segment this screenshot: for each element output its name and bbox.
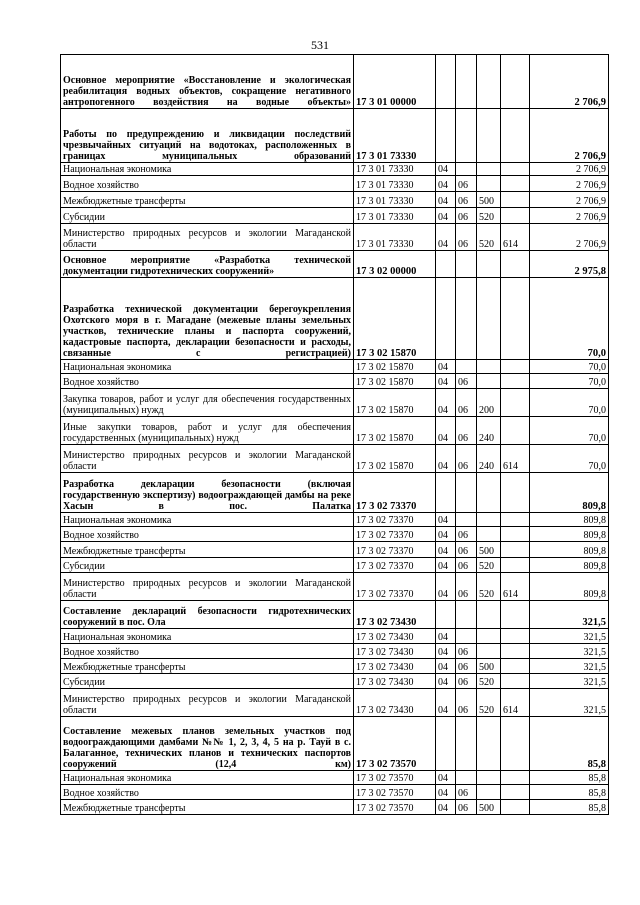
row-admin-code-cell xyxy=(501,208,530,224)
row-section-cell: 04 xyxy=(436,389,456,417)
row-target-code-cell: 17 3 02 73370 xyxy=(354,473,436,513)
table-row xyxy=(61,55,609,109)
row-expense-type-cell: 520 xyxy=(477,689,501,717)
row-subsection-cell: 06 xyxy=(456,573,477,601)
row-amount-cell: 70,0 xyxy=(530,278,609,360)
row-section-cell xyxy=(436,55,456,109)
row-subsection-cell: 06 xyxy=(456,389,477,417)
row-admin-code-cell: 614 xyxy=(501,573,530,601)
row-target-code-cell: 17 3 02 73370 xyxy=(354,527,436,542)
row-amount-cell: 85,8 xyxy=(530,771,609,785)
row-target-code-cell: 17 3 02 73430 xyxy=(354,689,436,717)
row-expense-type-cell: 520 xyxy=(477,208,501,224)
row-expense-type-cell: 500 xyxy=(477,192,501,208)
row-section-cell: 04 xyxy=(436,163,456,176)
row-admin-code-cell xyxy=(501,374,530,389)
row-target-code-cell: 17 3 02 00000 xyxy=(354,251,436,278)
row-expense-type-cell xyxy=(477,176,501,192)
row-subsection-cell: 06 xyxy=(456,674,477,689)
row-target-code-cell: 17 3 02 73430 xyxy=(354,659,436,674)
table-row xyxy=(61,601,609,629)
row-target-code-cell: 17 3 02 73370 xyxy=(354,513,436,527)
row-subsection-cell xyxy=(456,717,477,771)
row-admin-code-cell xyxy=(501,527,530,542)
row-name-cell: Иные закупки товаров, работ и услуг для обеспечения государственных (муниципальных) нужд xyxy=(61,417,354,445)
row-admin-code-cell xyxy=(501,389,530,417)
row-amount-cell: 809,8 xyxy=(530,513,609,527)
row-admin-code-cell xyxy=(501,473,530,513)
row-expense-type-cell xyxy=(477,771,501,785)
row-target-code-cell: 17 3 02 15870 xyxy=(354,445,436,473)
row-section-cell xyxy=(436,109,456,163)
row-amount-cell: 70,0 xyxy=(530,389,609,417)
row-section-cell: 04 xyxy=(436,513,456,527)
row-subsection-cell xyxy=(456,163,477,176)
row-expense-type-cell xyxy=(477,629,501,644)
row-amount-cell: 321,5 xyxy=(530,629,609,644)
row-name-cell: Министерство природных ресурсов и экологии Магаданской области xyxy=(61,573,354,601)
row-amount-cell: 2 706,9 xyxy=(530,109,609,163)
row-expense-type-cell: 520 xyxy=(477,674,501,689)
table-row xyxy=(61,674,609,689)
row-expense-type-cell xyxy=(477,601,501,629)
table-row xyxy=(61,208,609,224)
row-section-cell: 04 xyxy=(436,542,456,558)
row-amount-cell: 809,8 xyxy=(530,573,609,601)
row-name-cell: Национальная экономика xyxy=(61,513,354,527)
row-name-cell: Закупка товаров, работ и услуг для обеспечения государственных (муниципальных) нужд xyxy=(61,389,354,417)
row-expense-type-cell xyxy=(477,163,501,176)
row-admin-code-cell xyxy=(501,542,530,558)
row-admin-code-cell xyxy=(501,192,530,208)
row-section-cell: 04 xyxy=(436,785,456,800)
row-admin-code-cell xyxy=(501,360,530,374)
table-row xyxy=(61,109,609,163)
row-amount-cell: 2 975,8 xyxy=(530,251,609,278)
row-subsection-cell xyxy=(456,278,477,360)
row-amount-cell: 809,8 xyxy=(530,542,609,558)
row-target-code-cell: 17 3 02 73430 xyxy=(354,601,436,629)
row-section-cell: 04 xyxy=(436,527,456,542)
row-target-code-cell: 17 3 02 15870 xyxy=(354,417,436,445)
row-amount-cell: 321,5 xyxy=(530,674,609,689)
row-amount-cell: 809,8 xyxy=(530,558,609,573)
row-target-code-cell: 17 3 02 73430 xyxy=(354,644,436,659)
row-amount-cell: 809,8 xyxy=(530,473,609,513)
row-admin-code-cell xyxy=(501,558,530,573)
row-target-code-cell: 17 3 01 73330 xyxy=(354,163,436,176)
row-amount-cell: 85,8 xyxy=(530,717,609,771)
row-name-cell: Национальная экономика xyxy=(61,771,354,785)
row-admin-code-cell: 614 xyxy=(501,689,530,717)
row-subsection-cell: 06 xyxy=(456,445,477,473)
row-expense-type-cell xyxy=(477,374,501,389)
row-subsection-cell: 06 xyxy=(456,785,477,800)
row-admin-code-cell xyxy=(501,800,530,815)
row-admin-code-cell xyxy=(501,659,530,674)
row-target-code-cell: 17 3 02 73570 xyxy=(354,785,436,800)
row-section-cell: 04 xyxy=(436,374,456,389)
row-amount-cell: 321,5 xyxy=(530,689,609,717)
row-admin-code-cell xyxy=(501,601,530,629)
table-row xyxy=(61,417,609,445)
row-section-cell: 04 xyxy=(436,800,456,815)
row-target-code-cell: 17 3 02 73570 xyxy=(354,771,436,785)
row-expense-type-cell: 240 xyxy=(477,445,501,473)
row-admin-code-cell xyxy=(501,163,530,176)
row-admin-code-cell xyxy=(501,717,530,771)
row-name-cell: Субсидии xyxy=(61,674,354,689)
row-section-cell xyxy=(436,251,456,278)
row-section-cell: 04 xyxy=(436,445,456,473)
row-name-cell: Составление межевых планов земельных участков под водоограждающими дамбами №№ 1, 2, 3, 4, 5 на р. Тауй в с. Балаганное, технических планов и технических паспортов сооружений (12,4 км) xyxy=(61,717,354,771)
row-admin-code-cell xyxy=(501,278,530,360)
row-expense-type-cell xyxy=(477,644,501,659)
row-expense-type-cell xyxy=(477,473,501,513)
row-subsection-cell: 06 xyxy=(456,689,477,717)
table-row xyxy=(61,689,609,717)
row-admin-code-cell xyxy=(501,771,530,785)
row-subsection-cell xyxy=(456,360,477,374)
row-name-cell: Межбюджетные трансферты xyxy=(61,192,354,208)
row-expense-type-cell xyxy=(477,717,501,771)
row-name-cell: Министерство природных ресурсов и экологии Магаданской области xyxy=(61,224,354,251)
row-subsection-cell xyxy=(456,55,477,109)
row-section-cell xyxy=(436,473,456,513)
row-amount-cell: 2 706,9 xyxy=(530,163,609,176)
row-section-cell xyxy=(436,601,456,629)
row-admin-code-cell xyxy=(501,176,530,192)
row-amount-cell: 321,5 xyxy=(530,659,609,674)
row-target-code-cell: 17 3 02 73570 xyxy=(354,717,436,771)
row-name-cell: Национальная экономика xyxy=(61,163,354,176)
row-name-cell: Основное мероприятие «Восстановление и экологическая реабилитация водных объектов, сокращение негативного антропогенного воздействия на водные объекты» xyxy=(61,55,354,109)
row-expense-type-cell xyxy=(477,55,501,109)
row-amount-cell: 70,0 xyxy=(530,360,609,374)
row-amount-cell: 70,0 xyxy=(530,445,609,473)
row-name-cell: Межбюджетные трансферты xyxy=(61,659,354,674)
table-row xyxy=(61,192,609,208)
row-name-cell: Водное хозяйство xyxy=(61,785,354,800)
row-expense-type-cell xyxy=(477,513,501,527)
row-subsection-cell xyxy=(456,771,477,785)
row-name-cell: Водное хозяйство xyxy=(61,644,354,659)
row-section-cell: 04 xyxy=(436,208,456,224)
table-row xyxy=(61,717,609,771)
row-amount-cell: 85,8 xyxy=(530,800,609,815)
row-subsection-cell: 06 xyxy=(456,208,477,224)
row-section-cell xyxy=(436,717,456,771)
row-subsection-cell xyxy=(456,109,477,163)
row-section-cell: 04 xyxy=(436,659,456,674)
row-name-cell: Межбюджетные трансферты xyxy=(61,800,354,815)
table-row xyxy=(61,278,609,360)
table-row xyxy=(61,360,609,374)
row-admin-code-cell xyxy=(501,417,530,445)
table-row xyxy=(61,163,609,176)
row-expense-type-cell: 520 xyxy=(477,224,501,251)
table-row xyxy=(61,629,609,644)
row-subsection-cell xyxy=(456,629,477,644)
row-subsection-cell: 06 xyxy=(456,192,477,208)
table-row xyxy=(61,251,609,278)
row-name-cell: Межбюджетные трансферты xyxy=(61,542,354,558)
row-subsection-cell: 06 xyxy=(456,800,477,815)
row-name-cell: Министерство природных ресурсов и экологии Магаданской области xyxy=(61,689,354,717)
row-expense-type-cell: 520 xyxy=(477,573,501,601)
row-expense-type-cell: 500 xyxy=(477,542,501,558)
row-subsection-cell xyxy=(456,513,477,527)
row-target-code-cell: 17 3 02 73430 xyxy=(354,629,436,644)
row-expense-type-cell xyxy=(477,527,501,542)
table-row xyxy=(61,176,609,192)
row-subsection-cell xyxy=(456,601,477,629)
row-target-code-cell: 17 3 02 15870 xyxy=(354,389,436,417)
row-target-code-cell: 17 3 02 73570 xyxy=(354,800,436,815)
row-subsection-cell: 06 xyxy=(456,542,477,558)
table-row xyxy=(61,800,609,815)
row-section-cell: 04 xyxy=(436,771,456,785)
row-target-code-cell: 17 3 01 73330 xyxy=(354,208,436,224)
row-amount-cell: 85,8 xyxy=(530,785,609,800)
row-expense-type-cell xyxy=(477,251,501,278)
row-expense-type-cell xyxy=(477,360,501,374)
row-amount-cell: 2 706,9 xyxy=(530,208,609,224)
row-subsection-cell: 06 xyxy=(456,659,477,674)
row-expense-type-cell xyxy=(477,109,501,163)
row-amount-cell: 321,5 xyxy=(530,601,609,629)
row-name-cell: Основное мероприятие «Разработка технической документации гидротехнических сооружений» xyxy=(61,251,354,278)
row-name-cell: Министерство природных ресурсов и экологии Магаданской области xyxy=(61,445,354,473)
row-section-cell: 04 xyxy=(436,360,456,374)
row-name-cell: Разработка технической документации берегоукрепления Охотского моря в г. Магадане (межевые планы земельных участков, технические планы и паспорта сооружений, кадастровые паспорта, декларации безопасности и расходы, связанные с регистрацией) xyxy=(61,278,354,360)
row-target-code-cell: 17 3 01 73330 xyxy=(354,192,436,208)
table-row xyxy=(61,374,609,389)
row-section-cell: 04 xyxy=(436,192,456,208)
row-target-code-cell: 17 3 01 73330 xyxy=(354,224,436,251)
row-subsection-cell xyxy=(456,473,477,513)
row-subsection-cell: 06 xyxy=(456,558,477,573)
row-target-code-cell: 17 3 01 00000 xyxy=(354,55,436,109)
table-row xyxy=(61,389,609,417)
row-name-cell: Водное хозяйство xyxy=(61,176,354,192)
table-row xyxy=(61,473,609,513)
table-row xyxy=(61,573,609,601)
row-name-cell: Работы по предупреждению и ликвидации последствий чрезвычайных ситуаций на водотоках, расположенных в границах муниципальных образований xyxy=(61,109,354,163)
page-number: 531 xyxy=(311,38,329,52)
row-section-cell: 04 xyxy=(436,417,456,445)
row-amount-cell: 321,5 xyxy=(530,644,609,659)
row-amount-cell: 70,0 xyxy=(530,417,609,445)
row-subsection-cell: 06 xyxy=(456,527,477,542)
row-target-code-cell: 17 3 02 73370 xyxy=(354,558,436,573)
row-expense-type-cell: 520 xyxy=(477,558,501,573)
row-name-cell: Субсидии xyxy=(61,558,354,573)
row-name-cell: Водное хозяйство xyxy=(61,374,354,389)
row-admin-code-cell xyxy=(501,55,530,109)
row-target-code-cell: 17 3 02 73430 xyxy=(354,674,436,689)
row-target-code-cell: 17 3 02 73370 xyxy=(354,573,436,601)
row-expense-type-cell: 240 xyxy=(477,417,501,445)
row-name-cell: Водное хозяйство xyxy=(61,527,354,542)
row-amount-cell: 2 706,9 xyxy=(530,224,609,251)
row-expense-type-cell: 500 xyxy=(477,800,501,815)
row-amount-cell: 2 706,9 xyxy=(530,55,609,109)
row-section-cell: 04 xyxy=(436,558,456,573)
row-target-code-cell: 17 3 02 15870 xyxy=(354,278,436,360)
row-admin-code-cell xyxy=(501,109,530,163)
row-subsection-cell: 06 xyxy=(456,224,477,251)
table-row xyxy=(61,558,609,573)
row-admin-code-cell xyxy=(501,785,530,800)
table-row xyxy=(61,644,609,659)
table-row xyxy=(61,542,609,558)
row-name-cell: Национальная экономика xyxy=(61,629,354,644)
row-amount-cell: 70,0 xyxy=(530,374,609,389)
row-section-cell: 04 xyxy=(436,689,456,717)
budget-table-body xyxy=(61,55,609,815)
row-admin-code-cell xyxy=(501,629,530,644)
row-amount-cell: 2 706,9 xyxy=(530,192,609,208)
table-row xyxy=(61,445,609,473)
row-section-cell xyxy=(436,278,456,360)
row-expense-type-cell: 200 xyxy=(477,389,501,417)
row-subsection-cell: 06 xyxy=(456,374,477,389)
row-amount-cell: 809,8 xyxy=(530,527,609,542)
table-row xyxy=(61,771,609,785)
table-row xyxy=(61,785,609,800)
row-section-cell: 04 xyxy=(436,629,456,644)
row-section-cell: 04 xyxy=(436,573,456,601)
row-admin-code-cell xyxy=(501,251,530,278)
row-section-cell: 04 xyxy=(436,674,456,689)
row-target-code-cell: 17 3 01 73330 xyxy=(354,109,436,163)
table-row xyxy=(61,527,609,542)
row-subsection-cell xyxy=(456,251,477,278)
row-target-code-cell: 17 3 01 73330 xyxy=(354,176,436,192)
row-expense-type-cell: 500 xyxy=(477,659,501,674)
row-section-cell: 04 xyxy=(436,224,456,251)
table-row xyxy=(61,224,609,251)
row-section-cell: 04 xyxy=(436,176,456,192)
row-expense-type-cell xyxy=(477,278,501,360)
row-admin-code-cell xyxy=(501,513,530,527)
row-subsection-cell: 06 xyxy=(456,417,477,445)
row-subsection-cell: 06 xyxy=(456,176,477,192)
row-admin-code-cell: 614 xyxy=(501,224,530,251)
table-row xyxy=(61,659,609,674)
budget-table xyxy=(60,54,609,815)
row-admin-code-cell xyxy=(501,674,530,689)
row-target-code-cell: 17 3 02 15870 xyxy=(354,360,436,374)
row-expense-type-cell xyxy=(477,785,501,800)
row-name-cell: Субсидии xyxy=(61,208,354,224)
row-subsection-cell: 06 xyxy=(456,644,477,659)
row-target-code-cell: 17 3 02 73370 xyxy=(354,542,436,558)
row-section-cell: 04 xyxy=(436,644,456,659)
row-name-cell: Разработка декларации безопасности (включая государственную экспертизу) водоограждающей дамбы на реке Хасын в пос. Палатка xyxy=(61,473,354,513)
row-target-code-cell: 17 3 02 15870 xyxy=(354,374,436,389)
row-admin-code-cell xyxy=(501,644,530,659)
row-name-cell: Национальная экономика xyxy=(61,360,354,374)
row-amount-cell: 2 706,9 xyxy=(530,176,609,192)
row-name-cell: Составление деклараций безопасности гидротехнических сооружений в пос. Ола xyxy=(61,601,354,629)
table-row xyxy=(61,513,609,527)
row-admin-code-cell: 614 xyxy=(501,445,530,473)
